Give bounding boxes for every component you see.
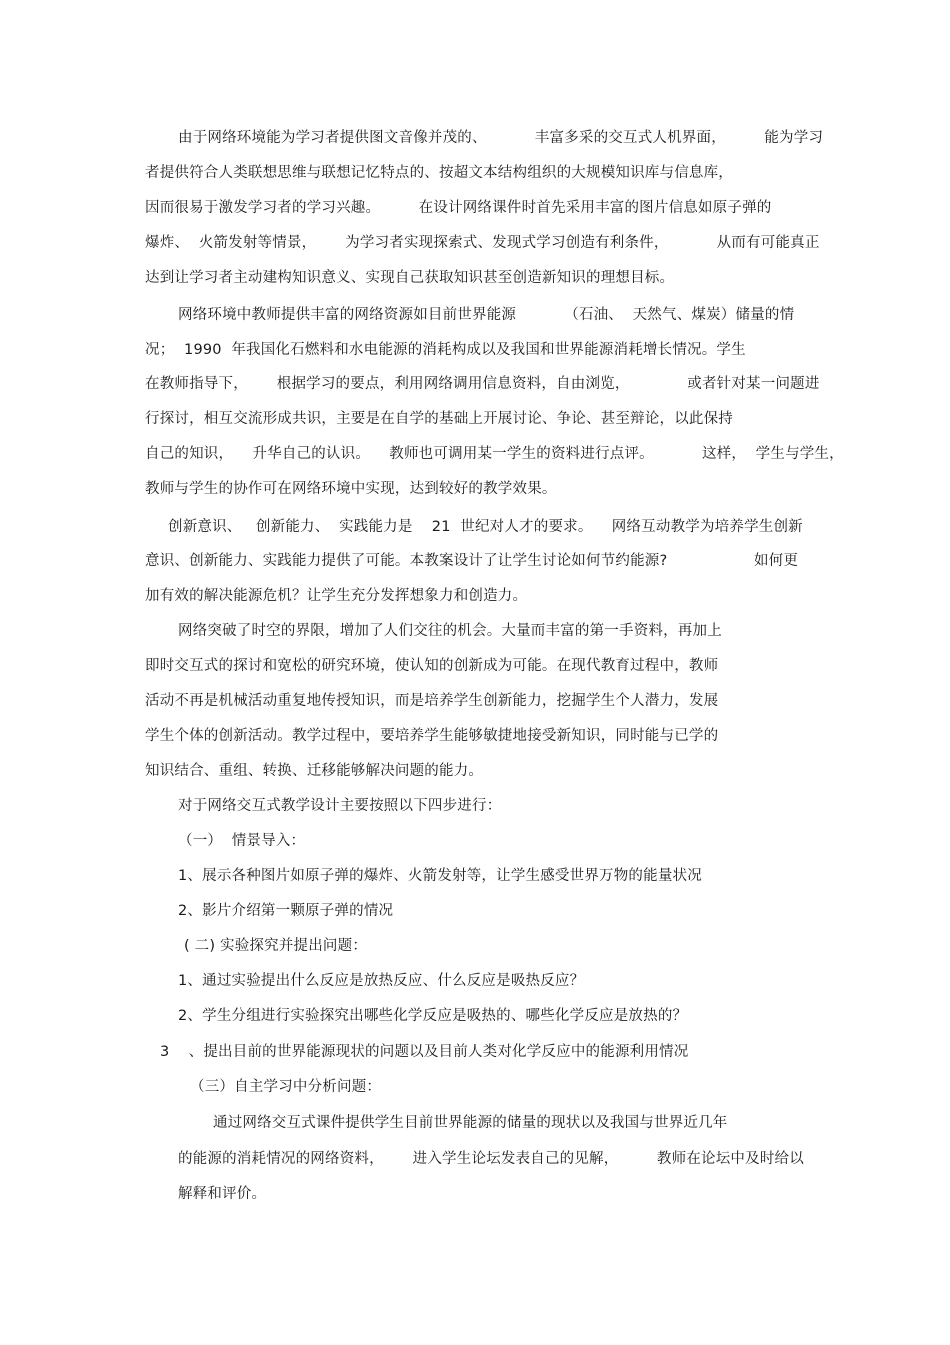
paragraph-line: 学生个体的创新活动。教学过程中，要培养学生能够敏捷地接受新知识，同时能与已学的 (145, 728, 719, 744)
list-item: 2、学生分组进行实验探究出哪些化学反应是吸热的、哪些化学反应是放热的？ (178, 1008, 688, 1024)
list-item: 3 、提出目前的世界能源现状的问题以及目前人类对化学反应中的能源利用情况 (160, 1044, 689, 1060)
paragraph-line: 加有效的解决能源危机？让学生充分发挥想象力和创造力。 (145, 588, 528, 604)
paragraph-line: 在教师指导下， 根据学习的要点，利用网络调用信息资料，自由浏览， 或者针对某一问题进 (145, 376, 820, 392)
paragraph-line: 即时交互式的探讨和宽松的研究环境，使认知的创新成为可能。在现代教育过程中，教师 (145, 658, 719, 674)
paragraph-line: 况； 1990 年我国化石燃料和水电能源的消耗构成以及我国和世界能源消耗增长情况。学生 (145, 342, 746, 358)
paragraph-line: 达到让学习者主动建构知识意义、实现自己获取知识甚至创造新知识的理想目标。 (145, 270, 675, 286)
paragraph-line: 因而很易于激发学习者的学习兴趣。 在设计网络课件时首先采用丰富的图片信息如原子弹的 (145, 200, 772, 216)
paragraph-line: 由于网络环境能为学习者提供图文音像并茂的、 丰富多采的交互式人机界面， 能为学习 (178, 130, 824, 146)
paragraph-line: 网络突破了时空的界限，增加了人们交往的机会。大量而丰富的第一手资料，再加上 (178, 623, 722, 639)
paragraph-line: 活动不再是机械活动重复地传授知识，而是培养学生创新能力，挖掘学生个人潜力，发展 (145, 693, 719, 709)
paragraph-line: 意识、创新能力、实践能力提供了可能。本教案设计了让学生讨论如何节约能源? 如何更 (145, 553, 799, 569)
list-item: 2、影片介绍第一颗原子弹的情况 (178, 903, 394, 919)
section-heading: ( 二) 实验探究并提出问题： (184, 938, 368, 954)
paragraph-line: 知识结合、重组、转换、迁移能够解决问题的能力。 (145, 763, 484, 779)
paragraph-line: 网络环境中教师提供丰富的网络资源如目前世界能源 （石油、 天然气、煤炭）储量的情 (178, 307, 795, 323)
paragraph-line: 自己的知识， 升华自己的认识。 教师也可调用某一学生的资料进行点评。 这样， 学生与学生， (145, 446, 844, 462)
paragraph-line: 解释和评价。 (178, 1186, 267, 1202)
paragraph-line: 教师与学生的协作可在网络环境中实现，达到较好的教学效果。 (145, 481, 557, 497)
paragraph-line: 对于网络交互式教学设计主要按照以下四步进行： (178, 798, 502, 814)
list-item: 1、通过实验提出什么反应是放热反应、什么反应是吸热反应？ (178, 973, 585, 989)
paragraph-line: 创新意识、 创新能力、 实践能力是 21 世纪对人才的要求。 网络互动教学为培养学生创新 (168, 519, 803, 535)
paragraph-line: 通过网络交互式课件提供学生目前世界能源的储量的现状以及我国与世界近几年 (213, 1115, 728, 1131)
section-heading: （三）自主学习中分析问题： (190, 1079, 382, 1095)
paragraph-line: 的能源的消耗情况的网络资料， 进入学生论坛发表自己的见解， 教师在论坛中及时给以 (178, 1151, 804, 1167)
paragraph-line: 爆炸、 火箭发射等情景， 为学习者实现探索式、发现式学习创造有利条件， 从而有可能真正 (145, 235, 820, 251)
paragraph-line: 者提供符合人类联想思维与联想记忆特点的、按超文本结构组织的大规模知识库与信息库， (145, 165, 733, 181)
list-item: 1、展示各种图片如原子弹的爆炸、火箭发射等，让学生感受世界万物的能量状况 (178, 868, 702, 884)
section-heading: （一） 情景导入： (178, 833, 306, 849)
paragraph-line: 行探讨，相互交流形成共识，主要是在自学的基础上开展讨论、争论、甚至辩论，以此保持 (145, 411, 733, 427)
